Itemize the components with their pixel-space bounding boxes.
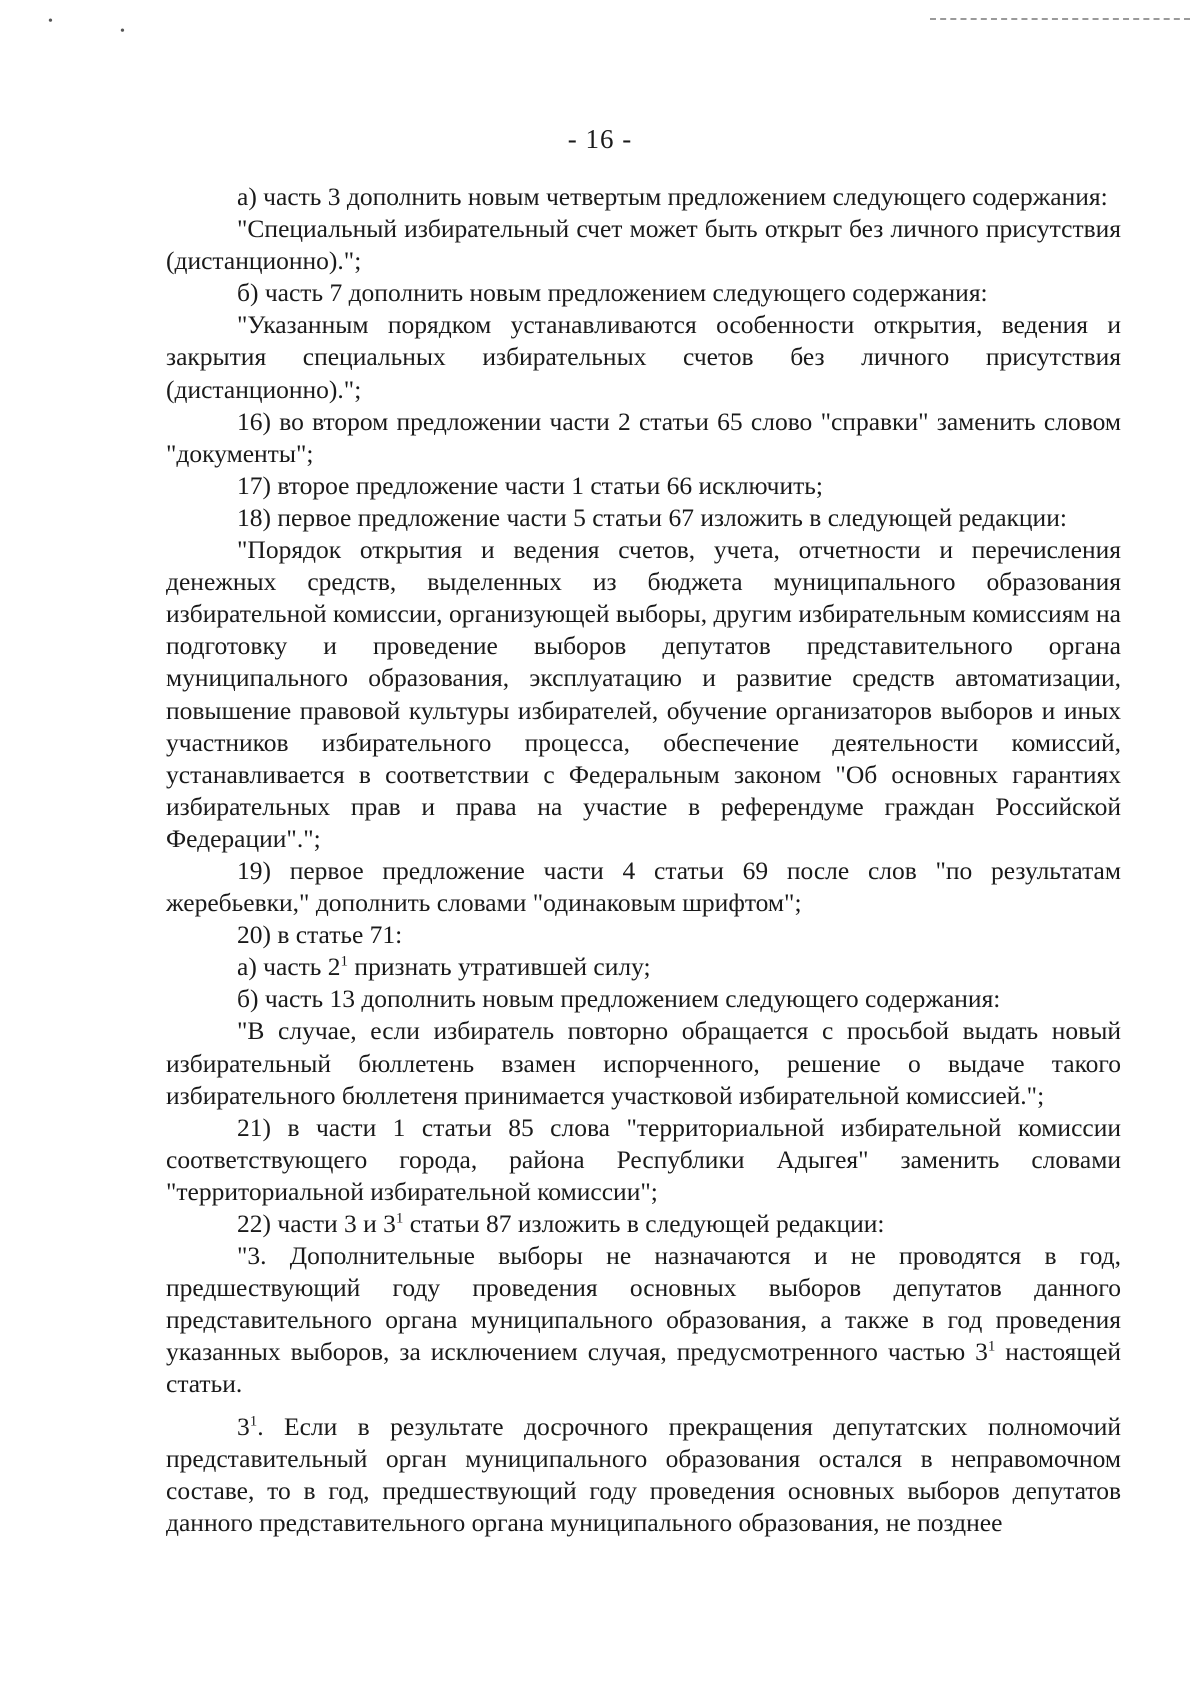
paragraph-text: 3	[237, 1411, 250, 1441]
document-body	[166, 181, 1121, 1539]
paragraph: "Порядок открытия и ведения счетов, учета, отчетности и перечисления денежных средств, выделенных из бюджета муниципального образования избирательной комиссии, организующей выборы, другим избирательным комиссиям на подготовку и проведение выборов депутатов представительного органа муниципального образования, эксплуатацию и развитие средств автоматизации, повышение правовой культуры избирателей, обучение организаторов выборов и иных участников избирательного процесса, обеспечение деятельности комиссий, устанавливается в соответствии с Федеральным законом "Об основных гарантиях избирательных прав и права на участие в референдуме граждан Российской Федерации".";	[166, 535, 1121, 853]
scan-speck: •	[120, 24, 125, 39]
paragraph: б) часть 7 дополнить новым предложением следующего содержания:	[237, 278, 988, 308]
superscript: 1	[249, 1413, 258, 1430]
scan-speck: •	[48, 14, 53, 29]
paragraph-text: . Если в результате досрочного прекращения депутатских полномочий представительный орган муниципального образования остался в неправомочном составе, то в год, предшествующий году проведения основных выборов депутатов данного представительного органа муниципального образования, не позднее	[166, 1411, 1121, 1537]
page-number: - 16 -	[567, 124, 633, 154]
paragraph-text: признать утратившей силу;	[348, 952, 651, 982]
paragraph-text: а) часть 2	[237, 952, 341, 982]
paragraph	[166, 1208, 1121, 1240]
paragraph: 21) в части 1 статьи 85 слова "территориальной избирательной комиссии соответствующего города, района Республики Адыгея" заменить словами "территориальной избирательной комиссии";	[166, 1112, 1121, 1206]
paragraph	[166, 1240, 1121, 1400]
superscript: 1	[987, 1338, 996, 1355]
paragraph-text: статьи 87 изложить в следующей редакции:	[403, 1209, 885, 1238]
paragraph	[166, 1411, 1121, 1539]
scan-edge-line	[930, 18, 1190, 20]
paragraph: б) часть 13 дополнить новым предложением следующего содержания:	[237, 984, 1001, 1014]
superscript: 1	[340, 953, 349, 970]
paragraph	[166, 951, 1121, 983]
paragraph-text: "3. Дополнительные выборы не назначаются и не проводятся в год, предшествующий году проведения основных выборов депутатов данного представительного органа муниципального образования, а также в год проведения указанных выборов, за исключением случая, предусмотренного частью 3	[166, 1241, 1121, 1367]
paragraph: 16) во втором предложении части 2 статьи 65 слово "справки" заменить словом "документы";	[166, 406, 1121, 468]
superscript: 1	[395, 1210, 404, 1227]
paragraph: 18) первое предложение части 5 статьи 67 изложить в следующей редакции:	[237, 502, 1067, 532]
paragraph: "В случае, если избиратель повторно обращается с просьбой выдать новый избирательный бюллетень взамен испорченного, решение о выдаче такого избирательного бюллетеня принимается участковой избирательной комиссией.";	[166, 1016, 1121, 1110]
paragraph: 17) второе предложение части 1 статьи 66 исключить;	[237, 470, 823, 500]
paragraph-text: настоящей статьи.	[166, 1337, 1121, 1399]
paragraph: а) часть 3 дополнить новым четвертым предложением следующего содержания:	[237, 182, 1108, 211]
paragraph: "Специальный избирательный счет может быть открыт без личного присутствия (дистанционно).";	[166, 214, 1121, 276]
paragraph-text: 22) части 3 и 3	[237, 1209, 396, 1238]
paragraph: "Указанным порядком устанавливаются особенности открытия, ведения и закрытия специальных избирательных счетов без личного присутствия (дистанционно).";	[166, 310, 1121, 404]
paragraph: 19) первое предложение части 4 статьи 69 после слов "по результатам жеребьевки," дополнить словами "одинаковым шрифтом";	[166, 855, 1121, 918]
paragraph: 20) в статье 71:	[237, 920, 403, 950]
